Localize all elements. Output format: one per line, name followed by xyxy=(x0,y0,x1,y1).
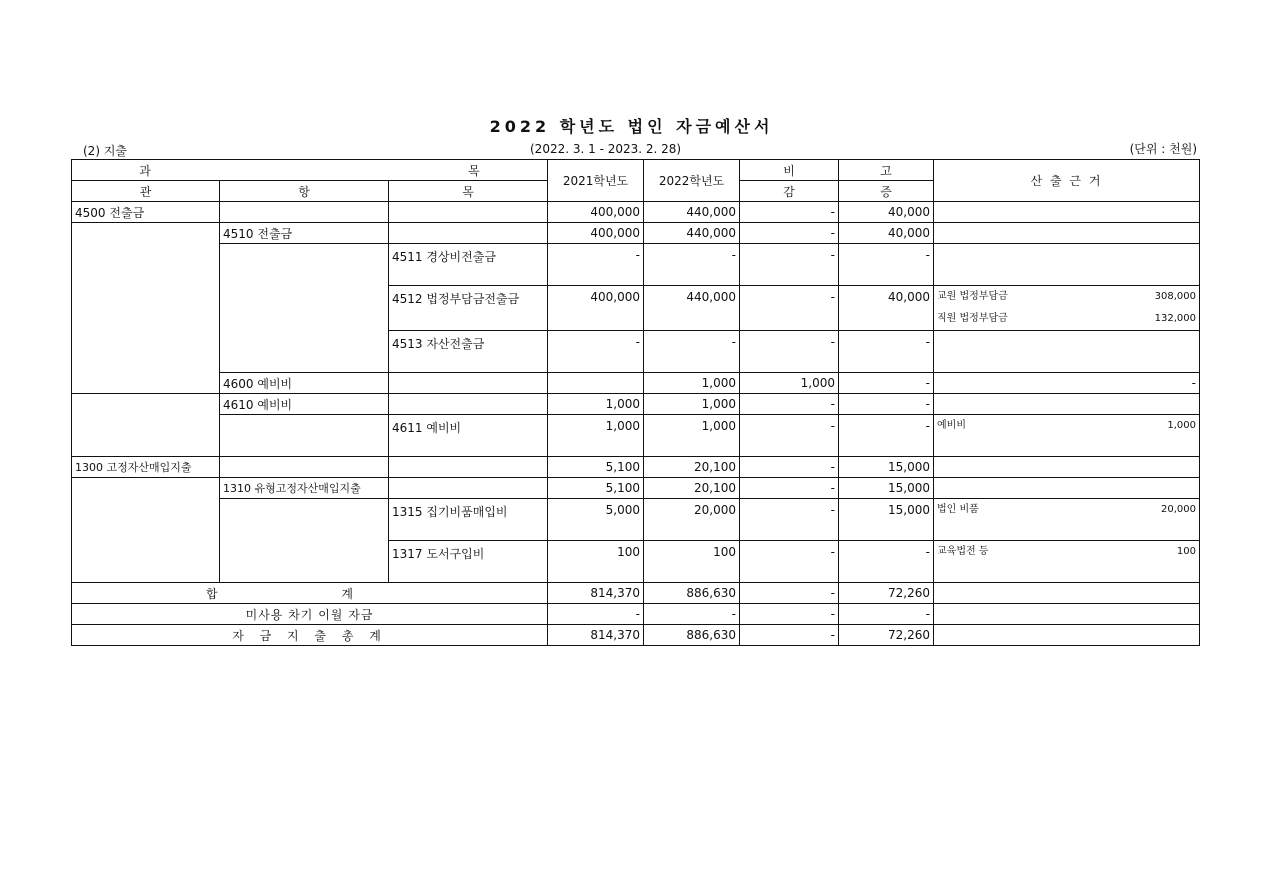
hang-cell xyxy=(389,373,548,394)
mok-cell xyxy=(389,478,548,499)
amount-2022: 886,630 xyxy=(644,583,740,604)
hang-cell xyxy=(220,415,389,457)
amount-2021: 1,000 xyxy=(548,394,644,415)
hang-cell: 1310 유형고정자산매입지출 xyxy=(220,478,389,499)
amount-2022: 440,000 xyxy=(644,286,740,331)
hang-cell: 4610 예비비 xyxy=(220,394,389,415)
amount-2022: 100 xyxy=(644,541,740,583)
header-gwa-mok xyxy=(72,160,548,181)
hang-cell xyxy=(220,457,389,478)
carryover-label: 미사용 차기 이월 자금 xyxy=(72,604,548,625)
amount-2021: 400,000 xyxy=(548,223,644,244)
mok-cell xyxy=(389,457,548,478)
amount-2021: 400,000 xyxy=(548,286,644,331)
gwan-cell: 4500 전출금 xyxy=(72,202,220,223)
decrease-cell: - xyxy=(740,331,839,373)
amount-2022: 1,000 xyxy=(740,373,839,394)
document-title: 2022 학년도 법인 자금예산서 xyxy=(489,117,774,136)
decrease-cell: - xyxy=(740,415,839,457)
mok-cell xyxy=(389,223,548,244)
decrease-cell: - xyxy=(740,499,839,541)
mok-cell: 1317 도서구입비 xyxy=(389,541,548,583)
budget-table xyxy=(71,159,1200,646)
increase-cell: 15,000 xyxy=(839,478,934,499)
amount-2021: 1,000 xyxy=(548,415,644,457)
increase-cell: 40,000 xyxy=(839,202,934,223)
basis-cell xyxy=(934,604,1200,625)
amount-2021: - xyxy=(548,244,644,286)
increase-cell: 72,260 xyxy=(839,625,934,646)
header-gwan: 관 xyxy=(72,181,220,202)
decrease-cell: - xyxy=(740,625,839,646)
unit-label: (단위 : 천원) xyxy=(1129,142,1197,156)
increase-cell: - xyxy=(839,331,934,373)
total-row xyxy=(72,583,1200,604)
amount-2021: 100 xyxy=(548,541,644,583)
increase-cell: 40,000 xyxy=(839,286,934,331)
amount-2022: 440,000 xyxy=(644,223,740,244)
increase-cell: - xyxy=(839,394,934,415)
table-row xyxy=(72,223,1200,244)
amount-2022: 1,000 xyxy=(644,415,740,457)
increase-cell: 40,000 xyxy=(839,223,934,244)
budget-period: (2022. 3. 1 - 2023. 2. 28) xyxy=(530,142,682,156)
gwan-cell xyxy=(72,394,220,457)
amount-2022: 1,000 xyxy=(644,394,740,415)
increase-cell: 15,000 xyxy=(839,457,934,478)
basis-cell xyxy=(934,331,1200,373)
decrease-cell: - xyxy=(740,202,839,223)
table-row xyxy=(72,394,1200,415)
table-row xyxy=(72,457,1200,478)
decrease-cell: - xyxy=(740,604,839,625)
mok-cell: 4512 법정부담금전출금 xyxy=(389,286,548,331)
basis-line: 교원 법정부담금 308,000 xyxy=(937,291,1196,302)
basis-cell xyxy=(934,286,1200,331)
basis-line: 직원 법정부담금 132,000 xyxy=(937,313,1196,324)
increase-cell: - xyxy=(934,373,1200,394)
decrease-cell: - xyxy=(740,457,839,478)
increase-cell: - xyxy=(839,541,934,583)
hang-cell xyxy=(220,244,389,373)
header-jeung: 증 xyxy=(839,181,934,202)
header-2022: 2022학년도 xyxy=(644,160,740,202)
header-mok-top: 목 xyxy=(468,163,480,178)
total-label: 합 계 xyxy=(72,583,548,604)
basis-cell xyxy=(934,541,1200,583)
table-row xyxy=(72,202,1200,223)
mok-cell: 4513 자산전출금 xyxy=(389,331,548,373)
basis-cell xyxy=(934,415,1200,457)
decrease-cell: - xyxy=(740,286,839,331)
gwan-cell xyxy=(72,478,220,583)
amount-2021: - xyxy=(548,331,644,373)
header-bi: 비 xyxy=(740,160,839,181)
amount-2022: 20,100 xyxy=(644,478,740,499)
amount-2021: 5,100 xyxy=(548,478,644,499)
amount-2022: 440,000 xyxy=(644,202,740,223)
table-row xyxy=(72,478,1200,499)
amount-2022: 20,100 xyxy=(644,457,740,478)
amount-2021: 814,370 xyxy=(548,583,644,604)
basis-cell xyxy=(934,394,1200,415)
amount-2021: 400,000 xyxy=(548,202,644,223)
amount-2022: 886,630 xyxy=(644,625,740,646)
hang-cell: 4510 전출금 xyxy=(220,223,389,244)
basis-cell xyxy=(934,499,1200,541)
header-gam: 감 xyxy=(740,181,839,202)
grand-total-label: 자 금 지 출 총 계 xyxy=(72,625,548,646)
hang-cell xyxy=(220,202,389,223)
mok-cell xyxy=(389,394,548,415)
amount-2021: 1,000 xyxy=(644,373,740,394)
basis-line: 예비비 1,000 xyxy=(937,420,1196,431)
decrease-cell: - xyxy=(740,244,839,286)
amount-2021: 5,000 xyxy=(548,499,644,541)
gwan-cell: 1300 고정자산매입지출 xyxy=(72,457,220,478)
table-row xyxy=(72,415,1200,457)
basis-cell xyxy=(934,223,1200,244)
mok-cell xyxy=(389,202,548,223)
increase-cell: - xyxy=(839,604,934,625)
header-2021: 2021학년도 xyxy=(548,160,644,202)
basis-cell xyxy=(934,478,1200,499)
amount-2022: 20,000 xyxy=(644,499,740,541)
basis-line: 교육법전 등 100 xyxy=(937,546,1196,557)
basis-cell xyxy=(934,202,1200,223)
section-label: (2) 지출 xyxy=(83,144,127,158)
mok-cell: 4511 경상비전출금 xyxy=(389,244,548,286)
header-row-1 xyxy=(72,160,1200,181)
mok-cell xyxy=(548,373,644,394)
gwan-cell xyxy=(72,223,220,394)
grand-total-row xyxy=(72,625,1200,646)
header-hang: 항 xyxy=(220,181,389,202)
amount-2021: - xyxy=(548,604,644,625)
table-row xyxy=(72,373,1200,394)
basis-cell xyxy=(934,244,1200,286)
amount-2022: - xyxy=(644,604,740,625)
table-row xyxy=(72,499,1200,541)
increase-cell: 72,260 xyxy=(839,583,934,604)
table-row xyxy=(72,244,1200,286)
carryover-row xyxy=(72,604,1200,625)
amount-2021: 5,100 xyxy=(548,457,644,478)
increase-cell: - xyxy=(839,415,934,457)
decrease-cell: - xyxy=(740,478,839,499)
basis-cell xyxy=(934,457,1200,478)
amount-2022: - xyxy=(644,244,740,286)
decrease-cell: - xyxy=(740,394,839,415)
header-go: 고 xyxy=(839,160,934,181)
header-gwa: 과 xyxy=(139,163,151,178)
increase-cell: 15,000 xyxy=(839,499,934,541)
hang-cell xyxy=(220,499,389,583)
header-mok: 목 xyxy=(389,181,548,202)
basis-cell xyxy=(934,583,1200,604)
decrease-cell: - xyxy=(740,541,839,583)
decrease-cell: - xyxy=(740,223,839,244)
increase-cell: - xyxy=(839,244,934,286)
decrease-cell: - xyxy=(740,583,839,604)
amount-2021: 814,370 xyxy=(548,625,644,646)
amount-2022: - xyxy=(644,331,740,373)
mok-cell: 1315 집기비품매입비 xyxy=(389,499,548,541)
basis-cell xyxy=(934,625,1200,646)
decrease-cell: - xyxy=(839,373,934,394)
gwan-cell: 4600 예비비 xyxy=(220,373,389,394)
header-basis: 산 출 근 거 xyxy=(934,160,1200,202)
basis-line: 법인 비품 20,000 xyxy=(937,504,1196,515)
mok-cell: 4611 예비비 xyxy=(389,415,548,457)
